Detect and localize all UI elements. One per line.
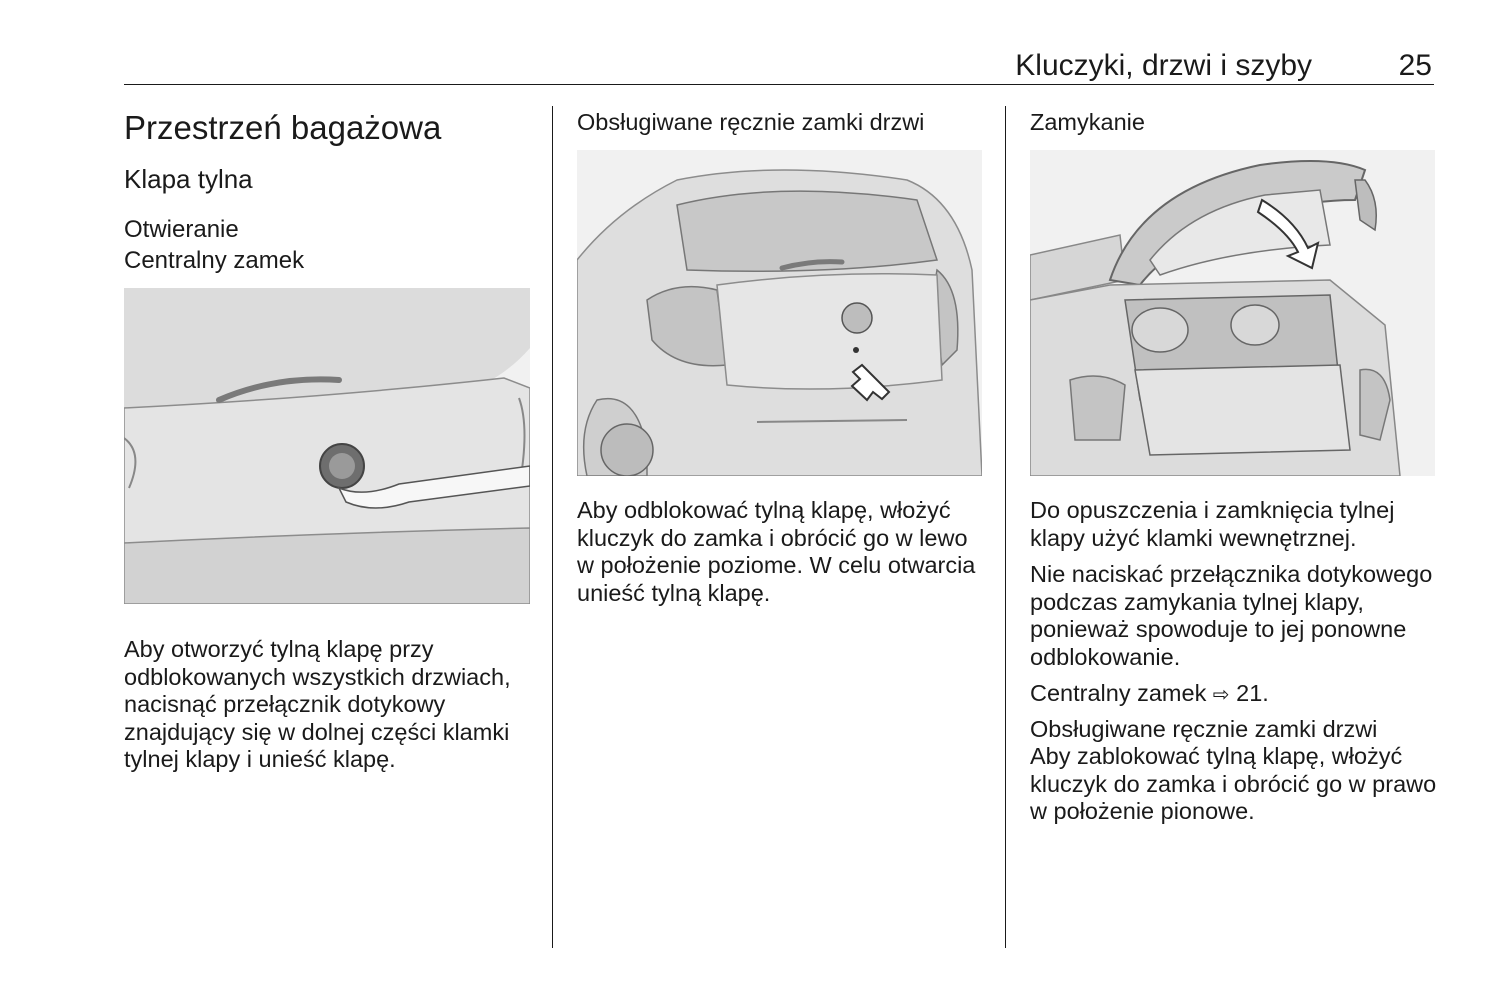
- running-header: [124, 46, 1434, 85]
- heading-manual-locks-2: Obsługiwane ręcznie zamki drzwi: [1030, 716, 1378, 742]
- column-divider-1: [552, 106, 553, 948]
- reference-label: Centralny zamek: [1030, 680, 1207, 706]
- open-tailgate-closing-illustration: [1030, 150, 1435, 476]
- chapter-title: Przestrzeń bagażowa: [124, 109, 442, 146]
- rear-car-keyhole-illustration: [577, 150, 982, 476]
- cross-reference: [1030, 680, 1440, 709]
- body-text-closing: Do opuszczenia i zamknięcia tylnej klapy użyć klamki wewnętrznej.: [1030, 497, 1395, 551]
- body-text-lock: Aby zablokować tylną klapę, włożyć kluczyk do zamka i obrócić go w prawo w położenie pionowe.: [1030, 743, 1437, 824]
- heading-closing: Zamykanie: [1030, 109, 1145, 135]
- page-number: 25: [1398, 49, 1432, 82]
- body-text-opening: Aby otworzyć tylną klapę przy odblokowanych wszystkich drzwiach, nacisnąć przełącznik dotykowy znajdujący się w dolnej części klamki tylnej klapy i unieść klapę.: [124, 636, 511, 772]
- reference-page: 21.: [1236, 680, 1269, 706]
- heading-opening: Otwieranie: [124, 216, 239, 243]
- heading-central-lock: Centralny zamek: [124, 247, 305, 274]
- body-text-warning: Nie naciskać przełącznika dotykowego podczas zamykania tylnej klapy, ponieważ spowoduje to jej ponowne odblokowanie.: [1030, 561, 1433, 670]
- body-text-unlock: Aby odblokować tylną klapę, włożyć kluczyk do zamka i obrócić go w lewo w położenie poziome. W celu otwarcia unieść tylną klapę.: [577, 497, 976, 606]
- tailgate-handle-illustration: [124, 288, 530, 604]
- section-subtitle: Klapa tylna: [124, 164, 253, 194]
- heading-manual-locks: Obsługiwane ręcznie zamki drzwi: [577, 109, 925, 135]
- section-title: Kluczyki, drzwi i szyby: [1015, 49, 1312, 82]
- column-divider-2: [1005, 106, 1006, 948]
- reference-arrow-icon: ⇨: [1212, 682, 1230, 706]
